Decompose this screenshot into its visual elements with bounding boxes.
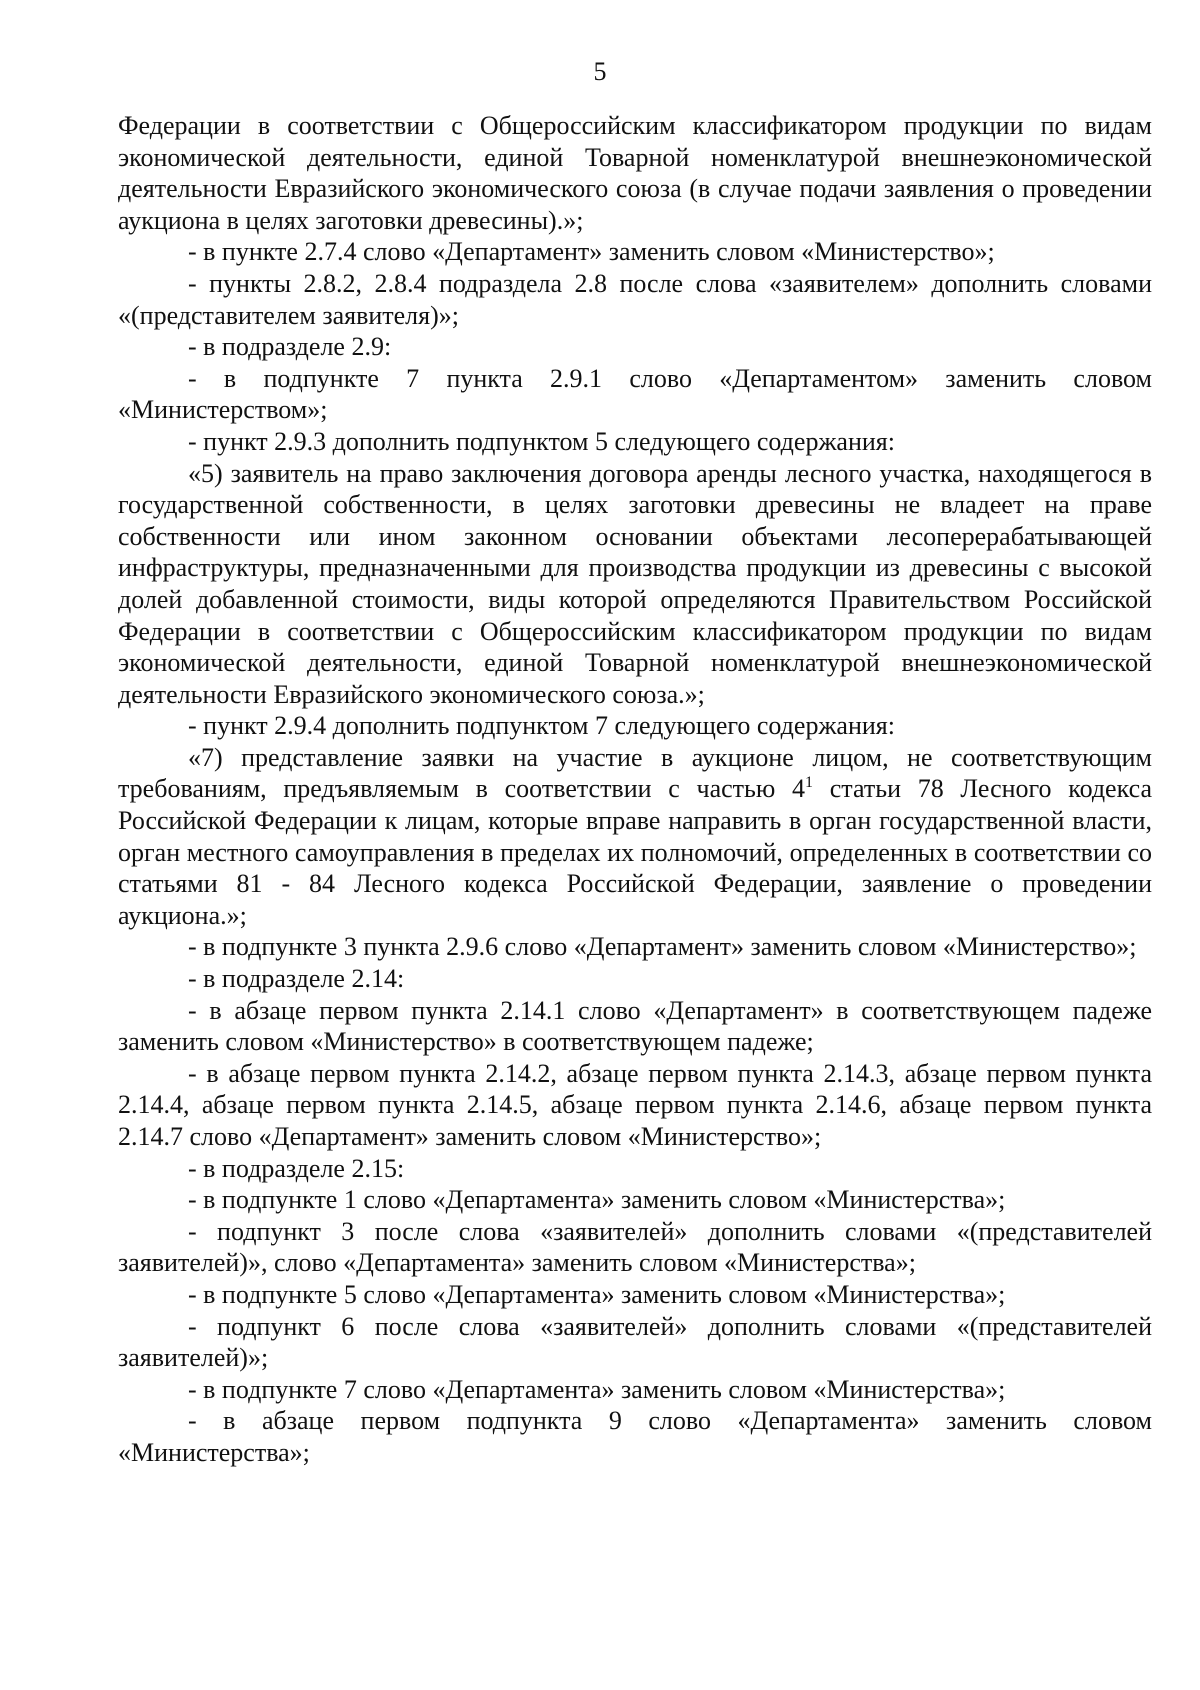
- paragraph: - в подпункте 1 слово «Департамента» заменить словом «Министерства»;: [188, 1185, 1006, 1215]
- paragraph: - в пункте 2.7.4 слово «Департамент» заменить словом «Министерство»;: [188, 237, 995, 267]
- paragraph: «5) заявитель на право заключения договора аренды лесного участка, находящегося в государственной собственности, в целях заготовки древесины не владеет на праве собственности или ином законном основании объектами лесоперерабатывающей инфраструктуры, предназначенными для производства продукции из древесины с высокой долей добавленной стоимости, виды которой определяются Правительством Российской Федерации в соответствии с Общероссийским классификатором продукции по видам экономической деятельности, единой Товарной номенклатурой внешнеэкономической деятельности Евразийского экономического союза.»;: [118, 458, 1152, 709]
- page-number: 5: [593, 57, 607, 86]
- paragraph-text: статьи 78 Лесного кодекса Российской Федерации к лицам, которые вправе направить в орган государственной власти, орган местного самоуправления в пределах их полномочий, определенных в соответствии со статьями 81 - 84 Лесного кодекса Российской Федерации, заявление о проведении аукциона.»;: [118, 774, 1152, 930]
- paragraph: - пункт 2.9.3 дополнить подпунктом 5 следующего содержания:: [188, 426, 895, 456]
- paragraph: - в подпункте 7 пункта 2.9.1 слово «Департаментом» заменить словом «Министерством»;: [118, 363, 1152, 425]
- paragraph: - в абзаце первом подпункта 9 слово «Департамента» заменить словом «Министерства»;: [118, 1406, 1152, 1467]
- paragraph: - пункт 2.9.4 дополнить подпунктом 7 следующего содержания:: [188, 711, 895, 741]
- paragraph: [118, 742, 1152, 932]
- paragraph: - подпункт 6 после слова «заявителей» дополнить словами «(представителей заявителей)»;: [118, 1311, 1152, 1373]
- document-body: [118, 110, 1152, 1469]
- paragraph: Федерации в соответствии с Общероссийским классификатором продукции по видам экономической деятельности, единой Товарной номенклатурой внешнеэкономической деятельности Евразийского экономического союза (в случае подачи заявления о проведении аукциона в целях заготовки древесины).»;: [118, 111, 1152, 235]
- paragraph: - в подразделе 2.9:: [188, 332, 392, 362]
- superscript: 1: [805, 774, 814, 792]
- paragraph: - в подпункте 7 слово «Департамента» заменить словом «Министерства»;: [188, 1374, 1006, 1404]
- paragraph: - в подпункте 5 слово «Департамента» заменить словом «Министерства»;: [188, 1279, 1006, 1309]
- paragraph: - в абзаце первом пункта 2.14.2, абзаце первом пункта 2.14.3, абзаце первом пункта 2.14.4, абзаце первом пункта 2.14.5, абзаце первом пункта 2.14.6, абзаце первом пункта 2.14.7 слово «Департамент» заменить словом «Министерство»;: [118, 1058, 1152, 1151]
- paragraph: - пункты 2.8.2, 2.8.4 подраздела 2.8 после слова «заявителем» дополнить словами «(представителем заявителя)»;: [118, 268, 1152, 330]
- paragraph: - в подпункте 3 пункта 2.9.6 слово «Департамент» заменить словом «Министерство»;: [188, 932, 1137, 962]
- paragraph: - в подразделе 2.14:: [188, 964, 405, 994]
- paragraph: - подпункт 3 после слова «заявителей» дополнить словами «(представителей заявителей)», слово «Департамента» заменить словом «Министерства»;: [118, 1216, 1152, 1278]
- paragraph-text: «7) представление заявки на участие в аукционе лицом, не соответствующим требованиям, предъявляемым в соответствии с частью 4: [118, 742, 1152, 804]
- paragraph: - в подразделе 2.15:: [188, 1153, 405, 1183]
- paragraph: - в абзаце первом пункта 2.14.1 слово «Департамент» в соответствующем падеже заменить словом «Министерство» в соответствующем падеже;: [118, 995, 1152, 1057]
